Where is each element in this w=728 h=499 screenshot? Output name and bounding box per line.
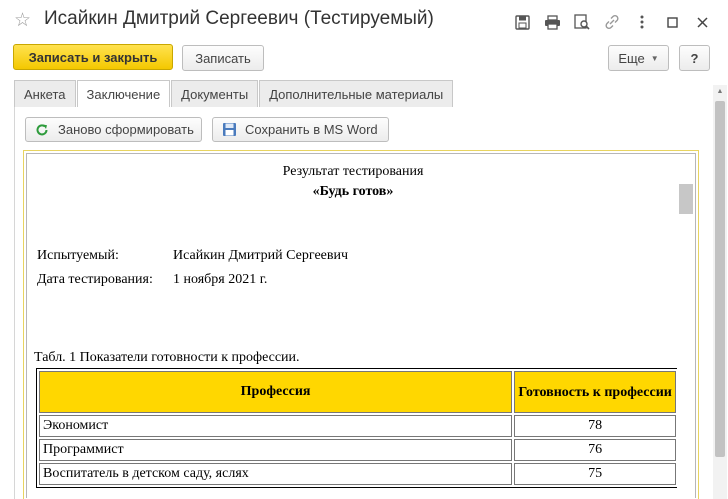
preview-icon[interactable] [570,12,594,32]
spreadsheet-document[interactable] [26,153,696,498]
chevron-down-icon: ▼ [650,53,659,63]
more-icon[interactable] [630,12,654,32]
tab-questionnaire[interactable]: Анкета [14,80,76,107]
more-button-label: Еще [618,50,645,66]
tab-bar [14,80,454,107]
document-frame [23,150,699,499]
report-heading: Результат тестирования [282,164,424,179]
date-value: 1 ноября 2021 г. [173,272,268,287]
form-toolbar [0,42,728,76]
readiness-table [36,368,679,488]
refresh-icon [34,122,50,138]
save-icon[interactable] [510,12,534,32]
close-icon[interactable] [690,12,714,32]
save-to-word-button[interactable] [212,117,389,142]
profession-cell: Воспитатель в детском саду, яслях [39,463,512,485]
table-row [39,415,676,437]
regenerate-button[interactable] [25,117,202,142]
title-bar [0,0,728,42]
table-row [39,439,676,461]
document-scrollbar-thumb[interactable] [679,184,693,214]
form-scrollbar[interactable] [713,85,727,499]
star-icon[interactable]: ☆ [14,10,32,31]
save-to-word-label: Сохранить в MS Word [245,122,378,137]
readiness-cell: 78 [514,415,676,437]
save-and-close-button[interactable]: Записать и закрыть [13,44,173,70]
more-button[interactable] [608,45,669,71]
table-row [39,463,676,485]
report-subheading: «Будь готов» [312,184,394,199]
readiness-cell: 76 [514,439,676,461]
link-icon[interactable] [600,12,624,32]
tab-additional-materials[interactable]: Дополнительные материалы [259,80,453,107]
column-header-readiness: Готовность к профессии [514,371,676,413]
window-title: Исайкин Дмитрий Сергеевич (Тестируемый) [44,8,434,29]
table-caption: Табл. 1 Показатели готовности к профессии. [34,350,300,365]
date-label: Дата тестирования: [37,272,153,287]
scroll-up-icon[interactable]: ▲ [716,88,724,95]
table-header-row [39,371,676,413]
regenerate-label: Заново сформировать [58,122,194,137]
profession-cell: Программист [39,439,512,461]
window-controls [504,12,714,32]
subject-label: Испытуемый: [37,248,119,263]
floppy-disk-icon [221,122,237,138]
column-header-profession: Профессия [39,371,512,413]
maximize-icon[interactable] [660,12,684,32]
help-button[interactable]: ? [679,45,710,71]
save-button[interactable]: Записать [182,45,264,71]
print-icon[interactable] [540,12,564,32]
form-scrollbar-thumb[interactable] [715,101,725,457]
profession-cell: Экономист [39,415,512,437]
conclusion-panel [14,107,712,499]
report-content [27,154,679,498]
document-scrollbar[interactable] [677,154,695,498]
tab-conclusion[interactable]: Заключение [77,80,171,108]
subject-value: Исайкин Дмитрий Сергеевич [173,248,349,263]
readiness-cell: 75 [514,463,676,485]
tab-documents[interactable]: Документы [171,80,258,107]
